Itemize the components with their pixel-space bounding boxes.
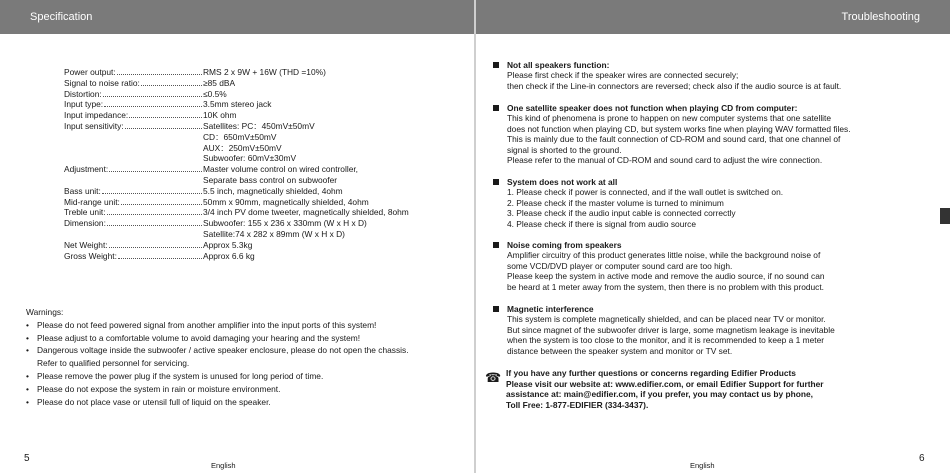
spec-value: CD：650mV±50mV	[203, 131, 277, 142]
spec-leader-dots	[109, 247, 202, 248]
contact-block	[506, 368, 926, 410]
section-line: Please refer to the manual of CD-ROM and sound card to adjust the wire connection.	[507, 155, 823, 166]
spec-label: Net Weight:	[64, 239, 108, 250]
spec-label-cell	[64, 132, 203, 143]
spec-value: Approx 5.3kg	[203, 239, 253, 250]
bullet-dot-icon: •	[26, 396, 29, 407]
warning-text: Please do not feed powered signal from another amplifier into the input ports of this system!	[37, 319, 377, 330]
section-line: Amplifier circuitry of this product generates little noise, while the background noise of	[507, 250, 821, 261]
spec-label-cell	[64, 78, 203, 89]
contact-line: Toll Free: 1-877-EDIFIER (334-3437).	[506, 399, 649, 410]
section-title: Noise coming from speakers	[507, 240, 927, 250]
spec-label: Adjustment:	[64, 164, 109, 175]
spec-label: Bass unit:	[64, 185, 101, 196]
section-line: 4. Please check if there is signal from audio source	[507, 218, 696, 229]
warning-text: Please adjust to a comfortable volume to avoid damaging your hearing and the system!	[37, 332, 361, 343]
section-line: then check if the Line-in connectors are reversed; check also if the audio source is at fault.	[507, 80, 842, 91]
section-line: This is mainly due to the fault connection of CD-ROM and sound card, that one channel of	[507, 134, 841, 145]
section-line: This kind of phenomena is prone to happen on new computer systems that one satellite	[507, 113, 832, 124]
spec-row	[64, 143, 464, 154]
right-language-label: English	[690, 461, 715, 470]
spec-label: Treble unit:	[64, 207, 106, 218]
spec-row	[64, 153, 464, 164]
spec-leader-dots	[109, 171, 202, 172]
spec-label: Input type:	[64, 99, 104, 110]
spec-leader-dots	[103, 96, 202, 97]
spec-row	[64, 99, 464, 110]
left-header-title: Specification	[30, 11, 93, 23]
spec-label-cell	[64, 207, 203, 218]
spec-label: Power output:	[64, 67, 116, 77]
spec-label-cell	[64, 89, 203, 100]
spec-leader-dots	[117, 74, 202, 75]
spec-row	[64, 218, 464, 229]
spec-label-cell	[64, 110, 203, 121]
spec-label-cell	[64, 186, 203, 197]
spec-row	[64, 197, 464, 208]
left-header-bar	[0, 0, 474, 34]
spec-row	[64, 175, 464, 186]
spec-value: RMS 2 x 9W + 16W (THD =10%)	[203, 67, 326, 77]
warning-text-continued: Refer to qualified personnel for servicing.	[37, 358, 190, 369]
section-line: does not function when playing CD, but system works fine when playing WAV formatted files.	[507, 123, 851, 134]
contact-line: assistance at: main@edifier.com, if you prefer, you may contact us by phone,	[506, 389, 813, 400]
warning-text: Please do not place vase or utensil full of liquid on the speaker.	[37, 396, 271, 407]
contact-line: If you have any further questions or concerns regarding Edifier Products	[506, 368, 796, 378]
bullet-dot-icon: •	[26, 370, 29, 381]
spec-label-cell	[64, 197, 203, 208]
spec-row	[64, 229, 464, 240]
warning-text: Dangerous voltage inside the subwoofer / active speaker enclosure, please do not open the chassis.	[37, 345, 409, 356]
spec-label: Distortion:	[64, 88, 102, 99]
warning-item	[26, 370, 466, 383]
spec-leader-dots	[107, 214, 202, 215]
spec-row	[64, 251, 464, 262]
section-line: Please keep the system in active mode and remove the audio source, if no sound can	[507, 271, 825, 282]
right-page	[476, 0, 950, 473]
warnings-list	[26, 319, 466, 409]
section-title: One satellite speaker does not function when playing CD from computer:	[507, 103, 927, 113]
spec-leader-dots	[125, 128, 202, 129]
spec-row	[64, 164, 464, 175]
warning-item	[26, 344, 466, 357]
warning-item	[26, 396, 466, 409]
right-page-number: 6	[919, 453, 925, 464]
spec-leader-dots	[104, 106, 202, 107]
spec-row	[64, 207, 464, 218]
spec-value: ≤0.5%	[203, 88, 227, 99]
spec-row	[64, 132, 464, 143]
section-line: be heard at 1 meter away from the system, then there is no problem with this product.	[507, 281, 825, 292]
section-title: Not all speakers function:	[507, 60, 927, 70]
section-line: This system is complete magnetically shielded, and can be placed near TV or monitor.	[507, 314, 826, 325]
bullet-dot-icon: •	[26, 383, 29, 394]
spec-row	[64, 186, 464, 197]
spec-row	[64, 67, 464, 78]
trouble-section	[507, 103, 927, 165]
spec-value: 3.5mm stereo jack	[203, 99, 272, 110]
spec-label: Dimension:	[64, 218, 106, 229]
spec-value: ≥85 dBA	[203, 77, 236, 88]
section-line: 3. Please check if the audio input cable is connected correctly	[507, 208, 736, 219]
spec-value: Approx 6.6 kg	[203, 250, 255, 261]
bullet-dot-icon: •	[26, 332, 29, 343]
trouble-section	[507, 240, 927, 292]
spec-leader-dots	[121, 204, 202, 205]
telephone-icon: ☎	[485, 370, 502, 385]
spec-leader-dots	[118, 258, 202, 259]
bullet-dot-icon: •	[26, 319, 29, 330]
bullet-dot-icon: •	[26, 345, 29, 356]
right-header-bar	[476, 0, 950, 34]
spec-label-cell	[64, 164, 203, 175]
spec-row	[64, 121, 464, 132]
spec-row	[64, 240, 464, 251]
section-line: signal is shorted to the ground.	[507, 144, 622, 155]
spec-label: Mid-range unit:	[64, 196, 120, 207]
spec-label-cell	[64, 229, 203, 240]
spec-label-cell	[64, 143, 203, 154]
spec-leader-dots	[141, 85, 202, 86]
section-line: when the system is too close to the monitor, and it is recommended to keep a 1 meter	[507, 335, 825, 346]
trouble-section	[507, 177, 927, 229]
spec-label-cell	[64, 218, 203, 229]
right-header-title: Troubleshooting	[841, 11, 920, 23]
spec-leader-dots	[129, 117, 202, 118]
warning-text: Please do not expose the system in rain or moisture environment.	[37, 383, 281, 394]
spec-value: 10K ohm	[203, 110, 237, 121]
spec-row	[64, 78, 464, 89]
spec-row	[64, 110, 464, 121]
spec-value: Satellite:74 x 282 x 89mm (W x H x D)	[203, 228, 345, 239]
spec-value: 50mm x 90mm, magnetically shielded, 4ohm	[203, 196, 369, 207]
spec-label-cell	[64, 240, 203, 251]
spec-value: Subwoofer: 155 x 236 x 330mm (W x H x D)	[203, 218, 367, 229]
spec-row	[64, 89, 464, 100]
spec-label-cell	[64, 67, 203, 78]
spec-label-cell	[64, 99, 203, 110]
warning-item	[26, 383, 466, 396]
warnings-title: Warnings:	[26, 307, 64, 317]
left-page	[0, 0, 474, 473]
section-title: Magnetic interference	[507, 304, 927, 314]
warning-item	[26, 332, 466, 345]
section-line: distance between the speaker system and monitor or TV set.	[507, 345, 733, 356]
spec-label: Input sensitivity:	[64, 120, 124, 131]
warnings-block	[26, 306, 466, 408]
warning-text: Please remove the power plug if the system is unused for long period of time.	[37, 370, 324, 381]
trouble-section	[507, 304, 927, 356]
spec-value: Subwoofer: 60mV±30mV	[203, 153, 297, 164]
spec-label: Signal to noise ratio:	[64, 77, 140, 88]
spec-label: Input impedance:	[64, 110, 129, 121]
spec-value: Master volume control on wired controller,	[203, 164, 359, 175]
left-language-label: English	[211, 461, 236, 470]
section-line: But since magnet of the subwoofer driver is large, some magnetism leakage is inevitable	[507, 324, 835, 335]
spec-label-cell	[64, 153, 203, 164]
spec-label: Gross Weight:	[64, 250, 117, 261]
section-line: 2. Please check if the master volume is turned to minimum	[507, 197, 724, 208]
spec-list	[64, 67, 464, 261]
spec-value: 5.5 inch, magnetically shielded, 4ohm	[203, 185, 343, 196]
spec-label-cell	[64, 121, 203, 132]
spec-leader-dots	[102, 193, 202, 194]
section-line: some VCD/DVD player or computer sound card are too high.	[507, 260, 733, 271]
spec-value: 3/4 inch PV dome tweeter, magnetically shielded, 8ohm	[203, 207, 409, 218]
section-line: Please first check if the speaker wires are connected securely;	[507, 70, 739, 81]
spec-leader-dots	[107, 225, 202, 226]
trouble-section	[507, 60, 927, 91]
spec-label-cell	[64, 251, 203, 262]
warning-item	[26, 319, 466, 332]
spec-label-cell	[64, 175, 203, 186]
section-line: 1. Please check if power is connected, and if the wall outlet is switched on.	[507, 187, 784, 198]
left-page-number: 5	[24, 453, 30, 464]
spec-value: AUX：250mV±50mV	[203, 142, 282, 153]
section-title: System does not work at all	[507, 177, 927, 187]
spec-value: Satellites: PC：450mV±50mV	[203, 120, 315, 131]
page-edge-tab	[940, 208, 950, 224]
spec-value: Separate bass control on subwoofer	[203, 174, 338, 185]
contact-line: Please visit our website at: www.edifier.com, or email Edifier Support for further	[506, 378, 824, 389]
